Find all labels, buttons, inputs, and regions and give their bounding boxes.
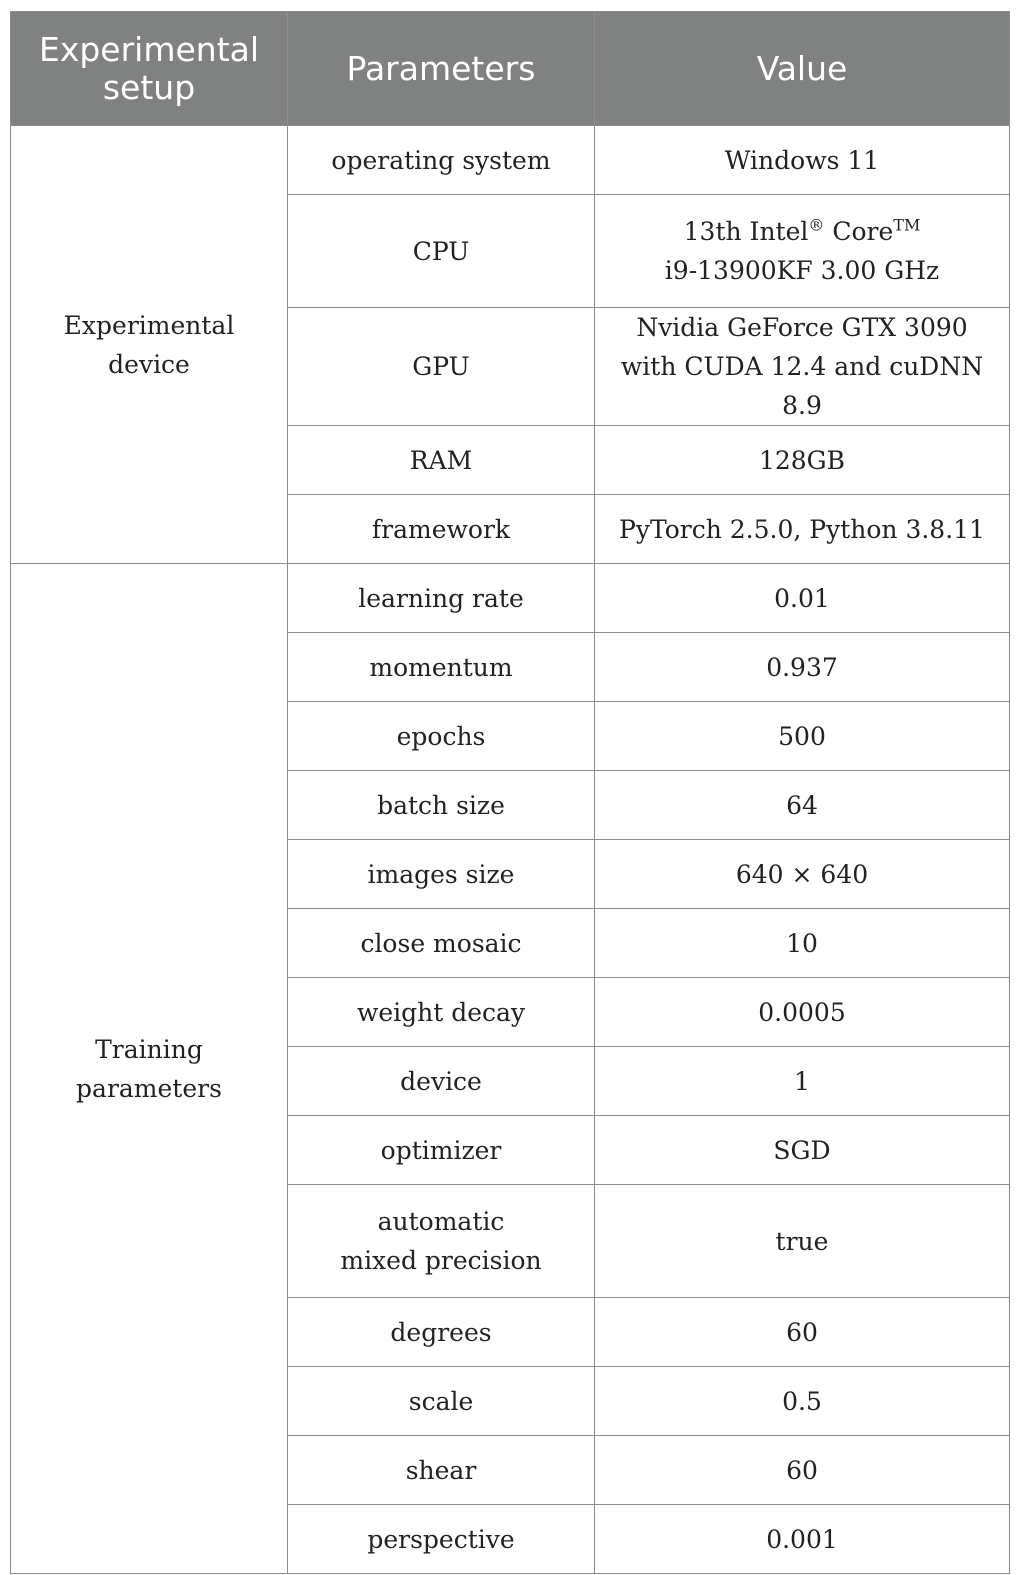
value-cell: 10 — [595, 909, 1010, 978]
value-cell: Nvidia GeForce GTX 3090 with CUDA 12.4 and cuDNN 8.9 — [595, 308, 1010, 426]
param-cell: automatic mixed precision — [288, 1185, 595, 1298]
param-cell: perspective — [288, 1505, 595, 1574]
value-cell: 0.0005 — [595, 978, 1010, 1047]
value-cell: 0.937 — [595, 633, 1010, 702]
cpu-value-line2: i9-13900KF 3.00 GHz — [664, 256, 940, 285]
param-cell: scale — [288, 1367, 595, 1436]
value-cell: 640 × 640 — [595, 840, 1010, 909]
parameters-table — [10, 11, 1010, 1574]
param-cell: momentum — [288, 633, 595, 702]
param-cell: GPU — [288, 308, 595, 426]
trademark-mark: TM — [893, 215, 921, 235]
value-cell: 0.5 — [595, 1367, 1010, 1436]
header-experimental-setup: Experimental setup — [11, 12, 288, 126]
param-cell: optimizer — [288, 1116, 595, 1185]
header-value: Value — [595, 12, 1010, 126]
value-cell: 128GB — [595, 426, 1010, 495]
param-cell: device — [288, 1047, 595, 1116]
param-cell: images size — [288, 840, 595, 909]
cpu-value-line1: 13th Intel® Core™ — [683, 215, 921, 246]
param-cell: batch size — [288, 771, 595, 840]
param-cell: epochs — [288, 702, 595, 771]
value-cell: 0.01 — [595, 564, 1010, 633]
value-cell: 60 — [595, 1298, 1010, 1367]
param-cell: CPU — [288, 195, 595, 308]
group-label: Experimental device — [11, 126, 288, 564]
param-cell: shear — [288, 1436, 595, 1505]
value-cell: SGD — [595, 1116, 1010, 1185]
value-cell: 500 — [595, 702, 1010, 771]
header-parameters: Parameters — [288, 12, 595, 126]
group-label: Training parameters — [11, 564, 288, 1574]
param-cell: weight decay — [288, 978, 595, 1047]
param-cell: framework — [288, 495, 595, 564]
value-cell: PyTorch 2.5.0, Python 3.8.11 — [595, 495, 1010, 564]
param-cell: operating system — [288, 126, 595, 195]
param-cell: close mosaic — [288, 909, 595, 978]
table-row — [11, 126, 1010, 195]
value-cell: 64 — [595, 771, 1010, 840]
value-cell: 60 — [595, 1436, 1010, 1505]
param-cell: degrees — [288, 1298, 595, 1367]
value-cell: true — [595, 1185, 1010, 1298]
param-cell: RAM — [288, 426, 595, 495]
registered-mark: ® — [808, 215, 825, 235]
value-cell: Windows 11 — [595, 126, 1010, 195]
value-cell — [595, 195, 1010, 308]
header-row — [11, 12, 1010, 126]
param-cell: learning rate — [288, 564, 595, 633]
value-cell: 0.001 — [595, 1505, 1010, 1574]
value-cell: 1 — [595, 1047, 1010, 1116]
table-row — [11, 564, 1010, 633]
